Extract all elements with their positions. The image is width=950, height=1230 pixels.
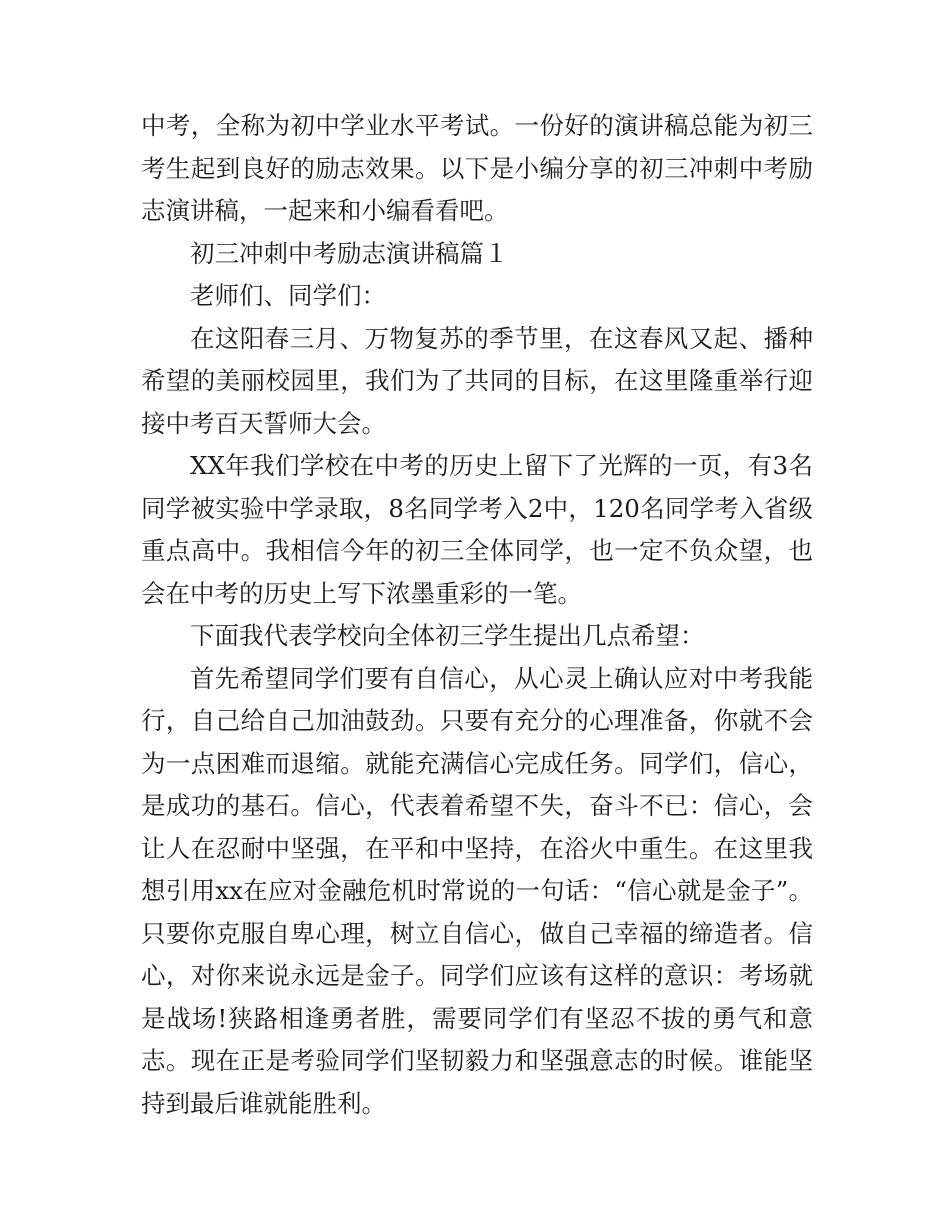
salutation: 老师们、同学们： (190, 281, 386, 310)
document-body (141, 105, 813, 1125)
body-paragraph: XX年我们学校在中考的历史上留下了光辉的一页，有3名同学被实验中学录取，8名同学考入2中，120名同学考入省级重点高中。我相信今年的初三全体同学，也一定不负众望，也会在中考的历史上写下浓墨重彩的一笔。 (141, 451, 813, 608)
body-paragraph: 下面我代表学校向全体初三学生提出几点希望： (190, 621, 705, 650)
body-paragraph: 首先希望同学们要有自信心，从心灵上确认应对中考我能行，自己给自己加油鼓劲。只要有充分的心理准备，你就不会为一点困难而退缩。就能充满信心完成任务。同学们，信心，是成功的基石。信心，代表着希望不失，奋斗不已：信心，会让人在忍耐中坚强，在平和中坚持，在浴火中重生。在这里我想引用xx在应对金融危机时常说的一句话：“信心就是金子”。只要你克服自卑心理，树立自信心，做自己幸福的缔造者。信心，对你来说永远是金子。同学们应该有这样的意识：考场就是战场!狭路相逢勇者胜，需要同学们有坚忍不拔的勇气和意志。现在正是考验同学们坚韧毅力和坚强意志的时候。谁能坚持到最后谁就能胜利。 (141, 663, 813, 1118)
intro-paragraph: 中考，全称为初中学业水平考试。一份好的演讲稿总能为初三考生起到良好的励志效果。以下是小编分享的初三冲刺中考励志演讲稿，一起来和小编看看吧。 (141, 111, 813, 225)
section-heading: 初三冲刺中考励志演讲稿篇１ (190, 238, 509, 268)
body-paragraph: 在这阳春三月、万物复苏的季节里，在这春风又起、播种希望的美丽校园里，我们为了共同的目标，在这里隆重举行迎接中考百天誓师大会。 (141, 323, 813, 438)
